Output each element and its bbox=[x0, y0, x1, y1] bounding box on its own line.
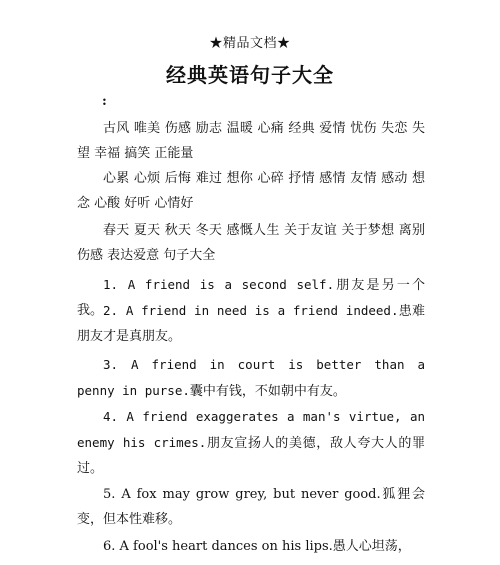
sentence-2 bbox=[77, 298, 425, 349]
sentence-5 bbox=[77, 482, 425, 532]
document-header: ★精品文档★ bbox=[209, 36, 291, 51]
sentence-4 bbox=[77, 404, 425, 481]
sentence-3-chinese: 囊中有钱，不如朝中有友。 bbox=[189, 384, 346, 399]
category-list-3: 春天 夏天 秋天 冬天 感慨人生 关于友谊 关于梦想 离别伤感 表达爱意 句子大全 bbox=[77, 223, 425, 263]
sentence-1-english: 1. A friend is a second self. bbox=[103, 277, 335, 292]
sentence-2-english: 2. A friend in need is a friend indeed. bbox=[103, 303, 399, 318]
sentence-6-chinese: 愚人心坦荡， bbox=[332, 539, 411, 554]
sentence-1-chinese: 朋友是另一个我。 bbox=[77, 278, 425, 318]
sentence-5-english: 5. A fox may grow grey, but never good. bbox=[103, 487, 381, 502]
colon-mark: : bbox=[102, 94, 107, 109]
category-list-2: 心累 心烦 后悔 难过 想你 心碎 抒情 感情 友情 感动 想念 心酸 好听 心情好 bbox=[77, 171, 425, 211]
category-list-1: 古风 唯美 伤感 励志 温暖 心痛 经典 爱情 忧伤 失恋 失望 幸福 搞笑 正能量 bbox=[77, 121, 425, 161]
sentence-3-english: 3. A friend in court is better than a penny in purse. bbox=[77, 357, 425, 398]
document-title: 经典英语句子大全 bbox=[166, 63, 334, 87]
sentence-4-chinese: 朋友宣扬人的美德，敌人夸大人的罪过。 bbox=[77, 436, 425, 476]
sentence-2-chinese: 患难朋友才是真朋友。 bbox=[77, 304, 425, 344]
sentence-5-chinese: 狐狸会变，但本性难移。 bbox=[77, 487, 425, 527]
sentence-6-english: 6. A fool's heart dances on his lips. bbox=[103, 539, 333, 554]
sentence-6 bbox=[77, 534, 425, 559]
sentence-3 bbox=[77, 352, 425, 404]
sentence-4-english: 4. A friend exaggerates a man's virtue, an enemy his crimes. bbox=[77, 409, 425, 450]
